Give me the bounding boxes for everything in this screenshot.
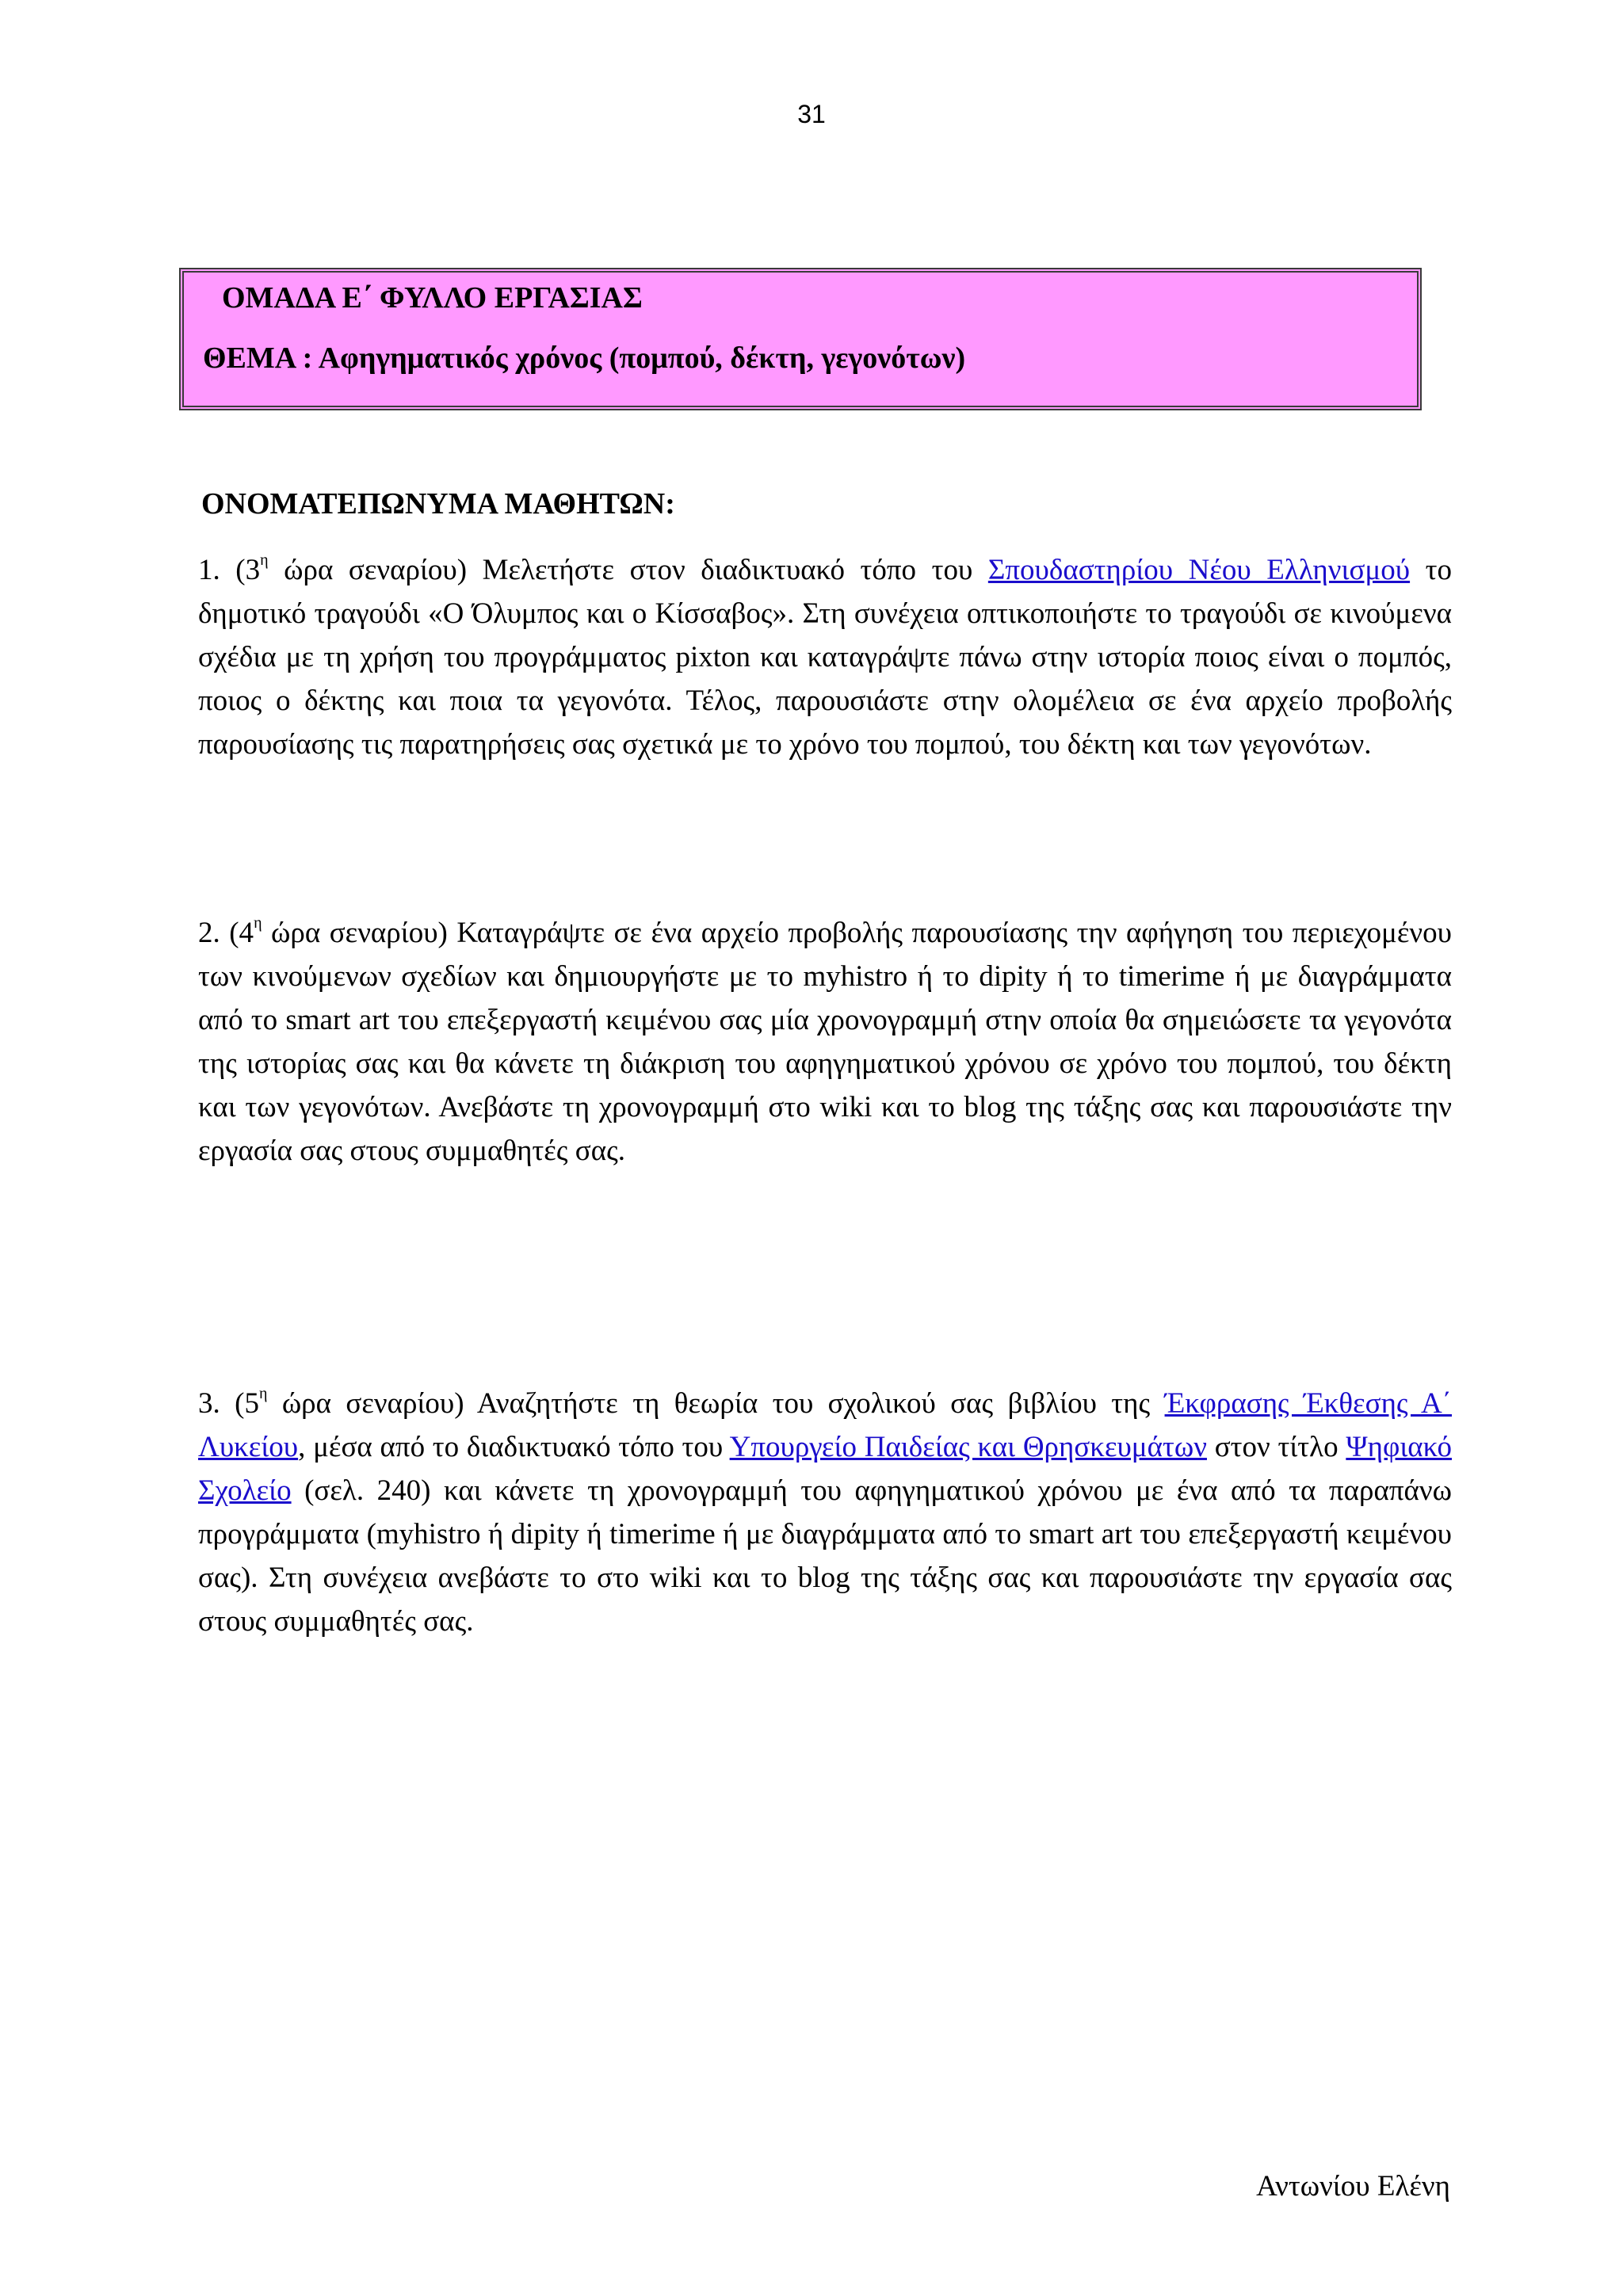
ordinal-superscript: η [260, 551, 269, 569]
task-number: 3. (5 [198, 1387, 259, 1420]
task-1 [198, 548, 1452, 766]
students-names-heading: ΟΝΟΜΑΤΕΠΩΝΥΜΑ ΜΑΘΗΤΩΝ: [201, 487, 675, 521]
task-text: το δημοτικό τραγούδι «Ο Όλυμπος και ο Κίσσαβος». Στη συνέχεια οπτικοποιήστε το τραγούδι σε κινούμενα σχέδια με τη χρήση του προγράμματος pixton και καταγράψτε πάνω στην ιστορία ποιος είναι ο πομπός, ποιος ο δέκτης και ποια τα γεγονότα. Τέλος, παρουσιάστε στην ολομέλεια σε ένα αρχείο προβολής παρουσίασης τις παρατηρήσεις σας σχετικά με το χρόνο του πομπού, του δέκτη και των γεγονότων. [198, 554, 1452, 761]
page-number: 31 [797, 100, 826, 128]
ordinal-superscript: η [254, 914, 262, 932]
task-text: ώρα σεναρίου) Καταγράψτε σε ένα αρχείο προβολής παρουσίασης την αφήγηση του περιεχομένου των κινούμενων σχεδίων και δημιουργήστε με το myhistro ή το dipity ή το timerime ή με διαγράμματα από το smart art του επεξεργαστή κειμένου σας μία χρονογραμμή στην οποία θα σημειώσετε τα γεγονότα της ιστορίας σας και θα κάνετε τη διάκριση του αφηγηματικού χρόνου σε χρόνο του πομπού, του δέκτη και των γεγονότων. Ανεβάστε τη χρονογραμμή στο wiki και το blog της τάξης σας και παρουσιάστε την εργασία σας στους συμμαθητές σας. [198, 917, 1452, 1167]
author-name: Αντωνίου Ελένη [1256, 2170, 1450, 2203]
group-title: ΟΜΑΔΑ Ε΄ ΦΥΛΛΟ ΕΡΓΑΣΙΑΣ [222, 281, 643, 315]
task-text: στον τίτλο [1206, 1431, 1346, 1463]
task-text: ώρα σεναρίου) Μελετήστε στον διαδικτυακό τόπο του [268, 554, 988, 586]
task-text: , μέσα από το διαδικτυακό τόπο του [298, 1431, 730, 1463]
link-ekfrasi-ekthesi[interactable]: Έκφρασης Έκθεσης Α΄ Λυκείου [198, 1387, 1453, 1463]
task-3 [198, 1382, 1452, 1643]
link-psifiako-scholeio[interactable]: Ψηφιακό Σχολείο [198, 1431, 1452, 1507]
task-text: (σελ. 240) και κάνετε τη χρονογραμμή του αφηγηματικού χρόνου με ένα από τα παραπάνω προγράμματα (myhistro ή dipity ή timerime ή με διαγράμματα από το smart art του επεξεργαστή κειμένου σας). Στη συνέχεια ανεβάστε το στο wiki και το blog της τάξης σας και παρουσιάστε την εργασία σας στους συμμαθητές σας. [198, 1474, 1452, 1638]
link-ypourgeio-paideias[interactable]: Υπουργείο Παιδείας και Θρησκευμάτων [729, 1431, 1207, 1463]
ordinal-superscript: η [258, 1385, 268, 1402]
worksheet-title-box [179, 268, 1422, 410]
link-spoudastirio-neou-ellinismou[interactable]: Σπουδαστηρίου Νέου Ελληνισμού [987, 554, 1411, 586]
task-2 [198, 911, 1452, 1173]
task-number: 2. (4 [198, 917, 254, 949]
topic-title: ΘΕΜΑ : Αφηγηματικός χρόνος (πομπού, δέκτη, γεγονότων) [203, 341, 966, 375]
task-number: 1. (3 [198, 554, 261, 586]
task-text: ώρα σεναρίου) Αναζητήστε τη θεωρία του σχολικού σας βιβλίου της [267, 1387, 1165, 1420]
